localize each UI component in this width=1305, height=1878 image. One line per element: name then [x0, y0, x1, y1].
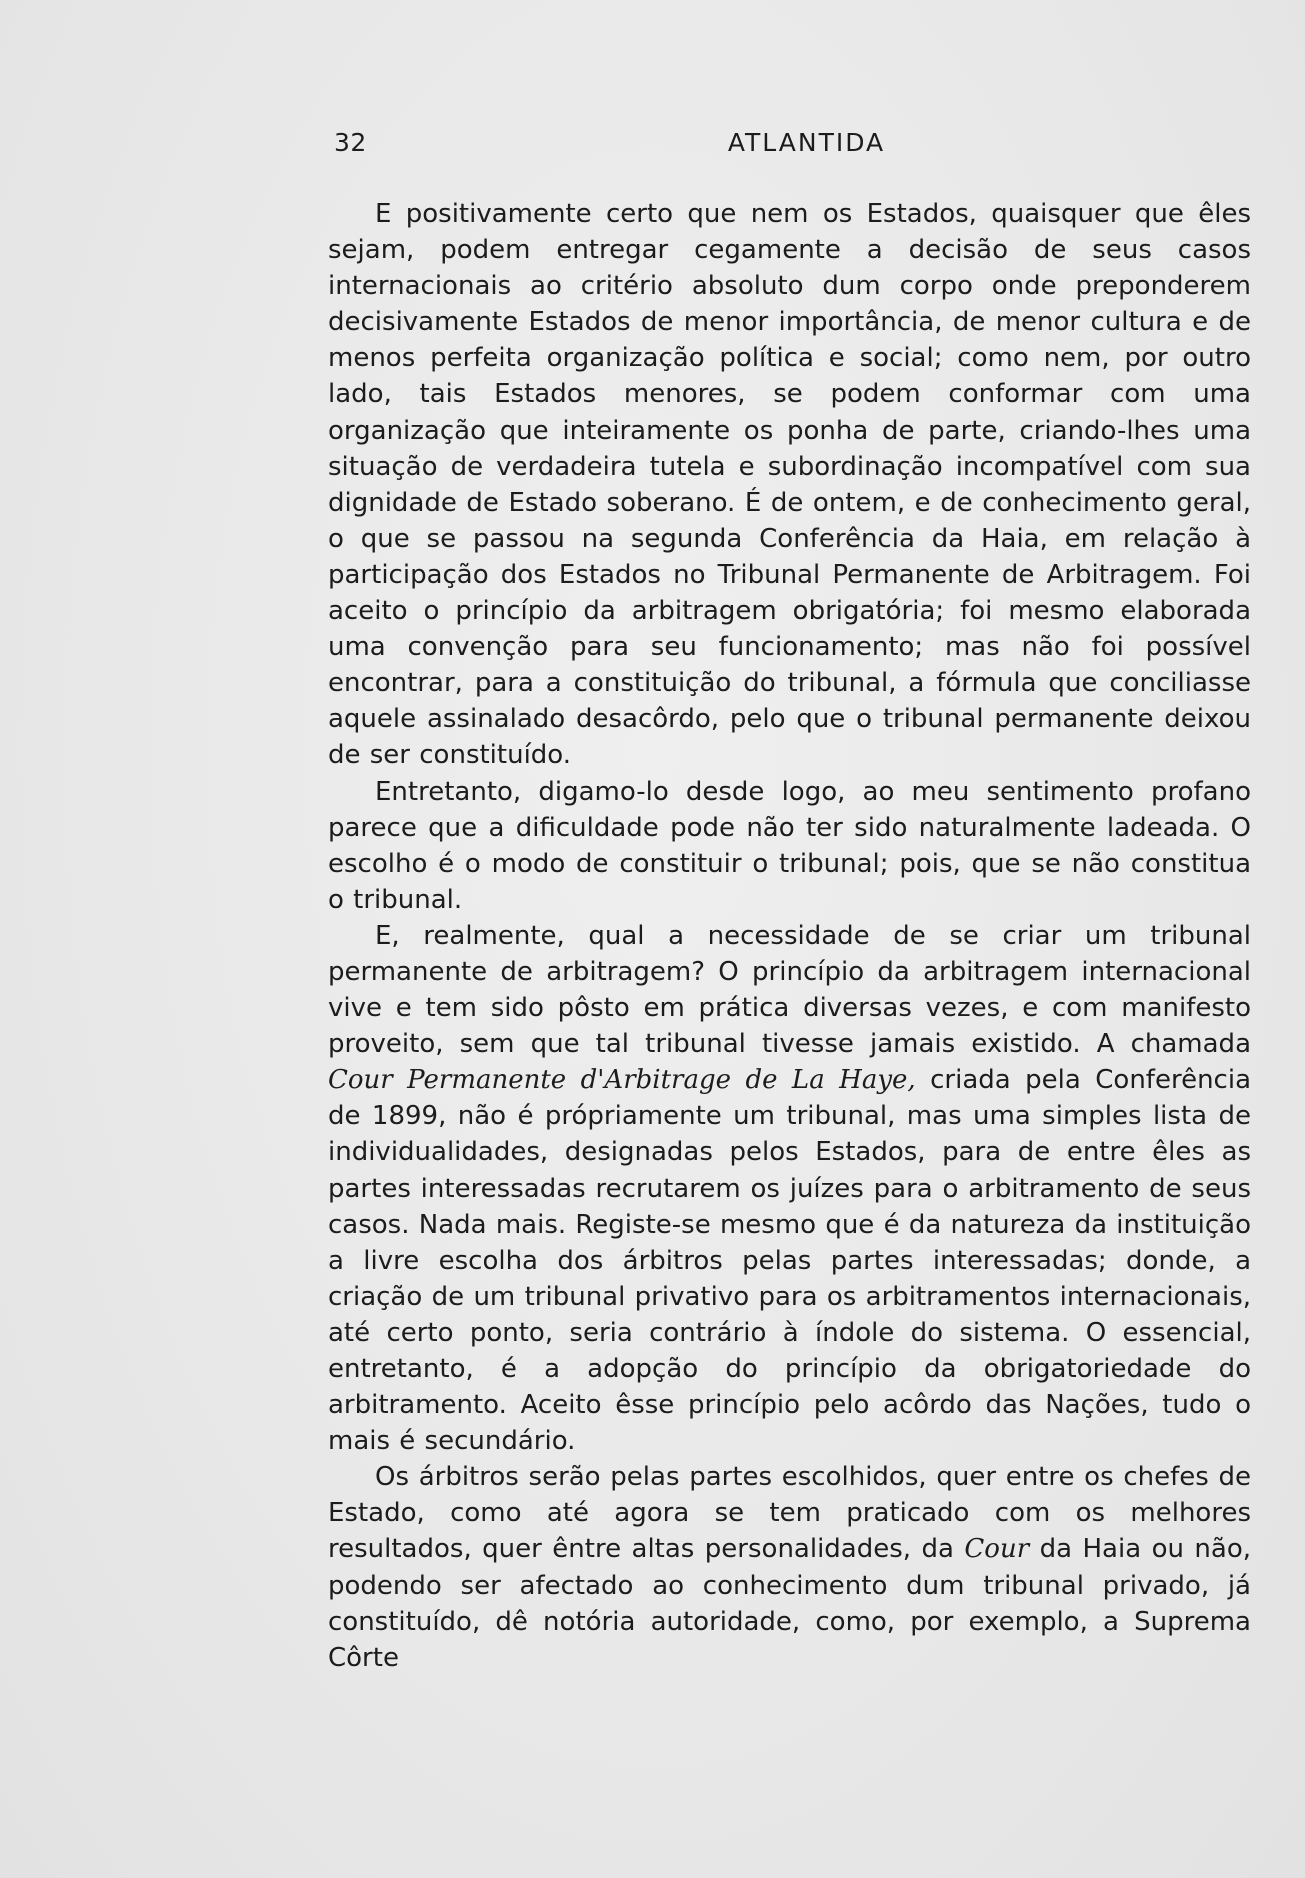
paragraph-4	[328, 1459, 1251, 1676]
page-number: 32	[334, 128, 367, 157]
paragraph-3-italic-title: Cour Permanente d'Arbitrage de La Haye,	[328, 1065, 916, 1096]
paragraph-2: Entretanto, digamo-lo desde logo, ao meu sentimento profano parece que a dificuldade pode não ter sido naturalmente ladeada. O escolho é o modo de constituir o tribunal; pois, que se não constitua o tribunal.	[328, 776, 1251, 915]
paragraph-4-text-after: da Haia ou não, podendo ser afectado ao conhecimento dum tribunal privado, já constituído, dê notória autoridade, como, por exemplo, a Suprema Côrte	[328, 1534, 1252, 1673]
paragraph-1: E positivamente certo que nem os Estados, quaisquer que êles sejam, podem entregar cegamente a decisão de seus casos internacionais ao critério absoluto dum corpo onde preponderem decisivamente Estados de menor importância, de menor cultura e de menos perfeita organização política e social; como nem, por outro lado, tais Estados menores, se podem conformar com uma organização que inteiramente os ponha de parte, criando-lhes uma situação de verdadeira tutela e subordinação incompatível com sua dignidade de Estado soberano. É de ontem, e de conhecimento geral, o que se passou na segunda Conferência da Haia, em relação à participação dos Estados no Tribunal Permanente de Arbitragem. Foi aceito o princípio da arbitragem obrigatória; foi mesmo elaborada uma convenção para seu funcionamento; mas não foi possível encontrar, para a constituição do tribunal, a fórmula que conciliasse aquele assinalado desacôrdo, pelo que o tribunal permanente deixou de ser constituído.	[328, 199, 1251, 771]
paragraph-4-text-before: Os árbitros serão pelas partes escolhidos, quer entre os chefes de Estado, como até agora se tem praticado com os melhores resultados, quer êntre altas personalidades, da	[328, 1462, 1251, 1565]
paragraph-3-text-after: criada pela Conferência de 1899, não é própriamente um tribunal, mas uma simples lista de individualidades, designadas pelos Estados, para de entre êles as partes interessadas recrutarem os juízes para o arbitramento de seus casos. Nada mais. Registe-se mesmo que é da natureza da instituição a livre escolha dos árbitros pelas partes interessadas; donde, a criação de um tribunal privativo para os arbitramentos internacionais, até certo ponto, seria contrário à índole do sistema. O essencial, entretanto, é a adopção do princípio da obrigatoriedade do arbitramento. Aceito êsse princípio pelo acôrdo das Nações, tudo o mais é secundário.	[328, 1065, 1251, 1457]
paragraph-3	[328, 918, 1251, 1459]
paragraph-3-text-before: E, realmente, qual a necessidade de se criar um tribunal permanente de arbitragem? O princípio da arbitragem internacional vive e tem sido pôsto em prática diversas vezes, e com manifesto proveito, sem que tal tribunal tivesse jamais existido. A chamada	[328, 920, 1251, 1060]
paragraph-4-italic-term: Cour	[964, 1534, 1030, 1565]
running-title: ATLANTIDA	[727, 128, 886, 157]
body-text	[328, 196, 1251, 1676]
running-head	[334, 128, 1249, 162]
